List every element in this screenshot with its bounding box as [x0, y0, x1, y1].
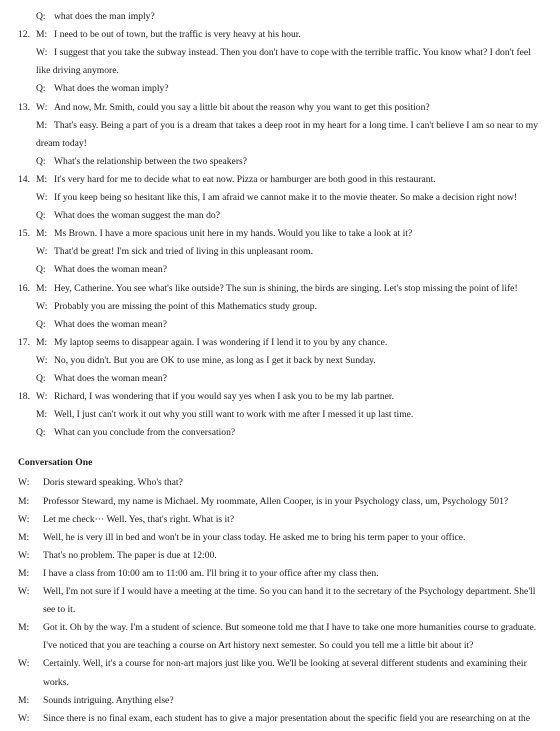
dialogue-line: [36, 409, 413, 421]
dialogue-text: Ms Brown. I have a more spacious unit here in my hands. Would you like to take a look at it?: [54, 228, 413, 240]
speaker-label: M:: [18, 531, 30, 543]
speaker-label: W:: [18, 477, 30, 489]
dialogue-text: And now, Mr. Smith, could you say a little bit about the reason why you want to get this position?: [54, 101, 430, 113]
speaker-label: M:: [36, 282, 48, 294]
dialogue-line: [36, 65, 119, 77]
dialogue-text: It's very hard for me to decide what to eat now. Pizza or hamburger are both good in this restaurant.: [54, 173, 436, 185]
speaker-label: Q:: [36, 318, 46, 330]
conversation-line: [18, 622, 536, 633]
speaker-label: M:: [18, 694, 30, 706]
speaker-label: W:: [36, 300, 48, 312]
speaker-label: W:: [36, 246, 48, 258]
dialogue-continuation: I've noticed that you are teaching a course on Art history next semester. So could you tell me a little bit about it?: [43, 640, 474, 652]
dialogue-text: What does the woman mean?: [54, 373, 167, 384]
dialogue-text: Certainly. Well, it's a course for non-art majors just like you. We'll be looking at several different students and examining their: [43, 658, 527, 670]
speaker-label: M:: [18, 567, 30, 579]
dialogue-line: [36, 246, 313, 258]
dialogue-text: What does the woman suggest the man do?: [54, 210, 220, 222]
dialogue-line: [36, 373, 167, 385]
question-number: 14.: [18, 173, 30, 185]
dialogue-continuation: see to it.: [43, 604, 76, 616]
question-number: 12.: [18, 29, 30, 41]
conversation-line: [18, 477, 183, 488]
conversation-line: [18, 514, 234, 525]
dialogue-text: Since there is no final exam, each student has to give a major presentation about the specific field you are researching on at the: [43, 712, 530, 724]
dialogue-text: Probably you are missing the point of this Mathematics study group.: [54, 300, 317, 312]
speaker-label: Q:: [36, 264, 46, 276]
speaker-label: Q:: [36, 83, 46, 95]
dialogue-text: I have a class from 10:00 am to 11:00 am. I'll bring it to your office after my class then.: [43, 567, 379, 579]
speaker-label: W:: [18, 513, 30, 525]
conversation-line: [18, 586, 535, 597]
dialogue-line: [36, 355, 376, 367]
dialogue-text: My laptop seems to disappear again. I was wondering if I lend it to you by any chance.: [54, 336, 388, 348]
dialogue-text: Richard, I was wondering that if you would say yes when I ask you to be my lab partner.: [54, 391, 394, 403]
question-number: 15.: [18, 228, 30, 240]
speaker-label: M:: [36, 173, 48, 185]
speaker-label: Q:: [36, 427, 46, 439]
dialogue-text: Got it. Oh by the way. I'm a student of science. But someone told me that I have to take one more humanities course to graduate.: [43, 622, 537, 634]
conversation-line: [18, 532, 465, 543]
speaker-label: W:: [36, 192, 48, 203]
dialogue-line: [36, 83, 169, 95]
dialogue-text: If you keep being so hesitant like this, I am afraid we cannot make it to the movie theater. So make a decision right now!: [54, 192, 518, 203]
dialogue-line: [36, 11, 155, 23]
dialogue-text: Well, he is very ill in bed and won't be in your class today. He asked me to bring his term paper to your office.: [43, 531, 466, 543]
conversation-line: [18, 713, 530, 724]
dialogue-line: [36, 192, 517, 204]
dialogue-text: Hey, Catherine. You see what's like outside? The sun is shining, the birds are singing. Let's stop missing the point of life!: [54, 282, 518, 294]
dialogue-line: [36, 337, 387, 349]
question-number: 16.: [18, 282, 30, 294]
conversation-line: [18, 550, 217, 561]
conversation-heading: Conversation One: [18, 457, 93, 469]
dialogue-line: [36, 301, 317, 313]
dialogue-line: [36, 391, 394, 403]
dialogue-continuation: works.: [43, 676, 69, 688]
speaker-label: W:: [36, 354, 48, 366]
dialogue-text: dream today!: [36, 137, 87, 149]
question-number: 13.: [18, 101, 30, 113]
dialogue-line: [36, 138, 87, 150]
dialogue-text: Professor Steward, my name is Michael. My roommate, Allen Cooper, is in your Psychology class, um, Psychology 501?: [43, 495, 509, 507]
dialogue-text: What does the woman mean?: [54, 318, 167, 330]
dialogue-line: [36, 264, 167, 276]
conversation-line: [18, 496, 508, 507]
dialogue-line: [36, 319, 167, 331]
dialogue-text: Sounds intriguing. Anything else?: [43, 694, 174, 706]
speaker-label: Q:: [36, 155, 46, 167]
dialogue-line: [36, 427, 235, 439]
speaker-label: Q:: [36, 210, 46, 222]
dialogue-text: what does the man imply?: [54, 11, 155, 22]
dialogue-text: I need to be out of town, but the traffic is very heavy at his hour.: [54, 29, 301, 41]
dialogue-text: That'd be great! I'm sick and tried of living in this unpleasant room.: [54, 246, 313, 258]
speaker-label: M:: [36, 29, 48, 41]
dialogue-text: Let me check··· Well. Yes, that's right. What is it?: [43, 513, 235, 525]
speaker-label: M:: [18, 622, 30, 634]
dialogue-line: [36, 283, 518, 295]
speaker-label: M:: [18, 495, 30, 507]
dialogue-line: [36, 47, 531, 59]
speaker-label: M:: [36, 228, 48, 240]
dialogue-line: [36, 210, 220, 222]
speaker-label: W:: [18, 586, 30, 597]
speaker-label: M:: [36, 336, 48, 348]
conversation-line: [18, 568, 379, 579]
conversation-line: [18, 658, 527, 669]
dialogue-text: Well, I just can't work it out why you still want to work with me after I messed it up last time.: [54, 409, 414, 421]
speaker-label: W:: [18, 658, 30, 670]
speaker-label: W:: [36, 47, 48, 59]
dialogue-line: [36, 120, 538, 132]
dialogue-text: That's no problem. The paper is due at 12:00.: [43, 549, 217, 561]
question-number: 18.: [18, 391, 30, 403]
dialogue-text: What's the relationship between the two speakers?: [54, 155, 248, 167]
dialogue-line: [36, 228, 412, 240]
speaker-label: W:: [36, 391, 48, 403]
dialogue-line: [36, 29, 301, 41]
dialogue-text: What can you conclude from the conversation?: [54, 427, 236, 439]
dialogue-line: [36, 156, 247, 168]
speaker-label: Q:: [36, 11, 46, 22]
dialogue-text: like driving anymore.: [36, 65, 119, 77]
speaker-label: W:: [36, 101, 48, 113]
question-number: 17.: [18, 336, 30, 348]
conversation-line: [18, 695, 174, 706]
speaker-label: Q:: [36, 373, 46, 384]
dialogue-text: What does the woman imply?: [54, 83, 169, 95]
speaker-label: W:: [18, 549, 30, 561]
dialogue-text: I suggest that you take the subway instead. Then you don't have to cope with the terrible traffic. You know what? I don't feel: [54, 47, 531, 59]
dialogue-text: Well, I'm not sure if I would have a meeting at the time. So you can hand it to the secretary of the Psychology department. She'll: [43, 586, 536, 597]
speaker-label: M:: [36, 409, 48, 421]
dialogue-line: [36, 102, 430, 114]
speaker-label: W:: [18, 712, 30, 724]
dialogue-text: What does the woman mean?: [54, 264, 167, 276]
dialogue-line: [36, 174, 436, 186]
dialogue-text: That's easy. Being a part of you is a dream that takes a deep root in my heart for a long time. I can't believe I am so near to my: [54, 119, 538, 131]
speaker-label: M:: [36, 119, 48, 131]
dialogue-text: Doris steward speaking. Who's that?: [43, 477, 183, 489]
dialogue-text: No, you didn't. But you are OK to use mine, as long as I get it back by next Sunday.: [54, 354, 376, 366]
